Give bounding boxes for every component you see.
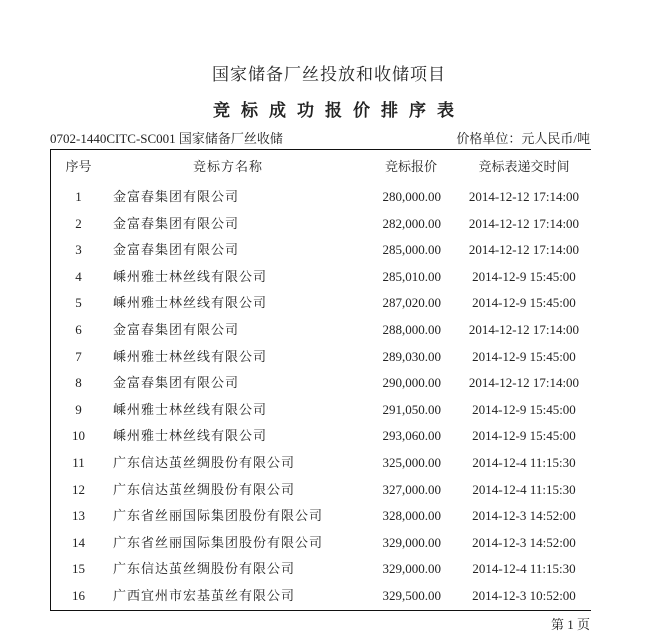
row-number: 11 [72, 455, 85, 470]
row-number: 2 [75, 215, 82, 231]
table-row [51, 184, 592, 210]
bidder-name: 嵊州雅士林丝线有限公司 [113, 401, 268, 417]
document-title: 国家储备厂丝投放和收储项目 [212, 65, 446, 84]
bidder-name: 金富春集团有限公司 [113, 189, 240, 204]
submit-time: 2014-12-9 15:45:00 [472, 428, 576, 444]
project-code: 0702-1440CITC-SC001 国家储备厂丝收储 [50, 131, 283, 146]
table-row [51, 556, 592, 582]
table-row [51, 211, 592, 237]
submit-time: 2014-12-3 14:52:00 [472, 508, 576, 524]
bid-price: 293,060.00 [382, 428, 441, 444]
bidder-name: 广西宜州市宏基茧丝有限公司 [113, 588, 296, 603]
bid-price: 328,000.00 [382, 508, 441, 524]
row-number: 13 [72, 508, 85, 524]
bid-price: 325,000.00 [382, 455, 441, 470]
bidder-name: 嵊州雅士林丝线有限公司 [113, 268, 268, 284]
header-time: 竞标表递交时间 [478, 159, 570, 174]
row-number: 1 [75, 189, 82, 204]
bidder-name: 广东省丝丽国际集团股份有限公司 [113, 534, 324, 550]
table-header [51, 154, 592, 180]
submit-time: 2014-12-12 17:14:00 [468, 242, 580, 258]
table-row [51, 264, 592, 290]
bid-price: 288,000.00 [382, 322, 441, 337]
row-number: 12 [72, 481, 85, 497]
bid-price: 291,050.00 [382, 401, 441, 417]
submit-time: 2014-12-9 15:45:00 [472, 268, 576, 284]
bidder-name: 金富春集团有限公司 [113, 242, 240, 258]
page-number: 第 1 页 [550, 617, 590, 632]
table-row [51, 370, 592, 396]
bid-price: 282,000.00 [382, 215, 441, 231]
submit-time: 2014-12-4 11:15:30 [472, 481, 576, 497]
table-row [51, 290, 592, 316]
submit-time: 2014-12-12 17:14:00 [468, 189, 580, 204]
header-no: 序号 [65, 159, 92, 174]
row-number: 16 [72, 588, 85, 603]
table-row [51, 344, 592, 370]
header-price: 竞标报价 [384, 159, 437, 174]
table-row [51, 477, 592, 503]
row-number: 7 [75, 348, 82, 364]
price-unit: 价格单位：元人民币/吨 [456, 131, 590, 146]
table-row [51, 450, 592, 476]
bid-price: 329,000.00 [382, 534, 441, 550]
bid-price: 329,000.00 [382, 561, 441, 577]
table-row [51, 237, 592, 263]
table-row [51, 397, 592, 423]
submit-time: 2014-12-12 17:14:00 [468, 322, 580, 337]
row-number: 4 [75, 268, 82, 284]
bid-price: 327,000.00 [382, 481, 441, 497]
table-row [51, 583, 592, 609]
row-number: 14 [72, 534, 85, 550]
header-name: 竞标方名称 [192, 159, 263, 174]
bid-price: 290,000.00 [382, 375, 441, 391]
row-number: 6 [75, 322, 82, 337]
ranking-table [50, 149, 591, 611]
submit-time: 2014-12-3 10:52:00 [472, 588, 576, 603]
table-row [51, 503, 592, 529]
row-number: 9 [75, 401, 82, 417]
submit-time: 2014-12-9 15:45:00 [472, 348, 576, 364]
submit-time: 2014-12-3 14:52:00 [472, 534, 576, 550]
bidder-name: 金富春集团有限公司 [113, 322, 240, 337]
row-number: 5 [75, 295, 82, 311]
row-number: 10 [72, 428, 85, 444]
bidder-name: 金富春集团有限公司 [113, 375, 240, 391]
bid-price: 285,000.00 [382, 242, 441, 258]
submit-time: 2014-12-4 11:15:30 [472, 455, 576, 470]
submit-time: 2014-12-9 15:45:00 [472, 295, 576, 311]
bid-price: 329,500.00 [382, 588, 441, 603]
bidder-name: 金富春集团有限公司 [113, 215, 240, 231]
submit-time: 2014-12-12 17:14:00 [468, 375, 580, 391]
document-subtitle: 竞标成功报价排序表 [213, 101, 465, 120]
table-row [51, 530, 592, 556]
bid-price: 289,030.00 [382, 348, 441, 364]
table-row [51, 317, 592, 343]
row-number: 8 [75, 375, 82, 391]
bidder-name: 嵊州雅士林丝线有限公司 [113, 295, 268, 311]
table-row [51, 423, 592, 449]
bidder-name: 广东信达茧丝绸股份有限公司 [113, 561, 296, 577]
bidder-name: 广东省丝丽国际集团股份有限公司 [113, 508, 324, 524]
bid-price: 287,020.00 [382, 295, 441, 311]
submit-time: 2014-12-9 15:45:00 [472, 401, 576, 417]
row-number: 3 [75, 242, 82, 258]
bidder-name: 广东信达茧丝绸股份有限公司 [113, 481, 296, 497]
bid-price: 280,000.00 [382, 189, 441, 204]
bidder-name: 嵊州雅士林丝线有限公司 [113, 348, 268, 364]
bid-price: 285,010.00 [382, 268, 441, 284]
bidder-name: 嵊州雅士林丝线有限公司 [113, 428, 268, 444]
bidder-name: 广东信达茧丝绸股份有限公司 [113, 455, 296, 470]
submit-time: 2014-12-12 17:14:00 [468, 215, 580, 231]
submit-time: 2014-12-4 11:15:30 [472, 561, 576, 577]
row-number: 15 [72, 561, 85, 577]
